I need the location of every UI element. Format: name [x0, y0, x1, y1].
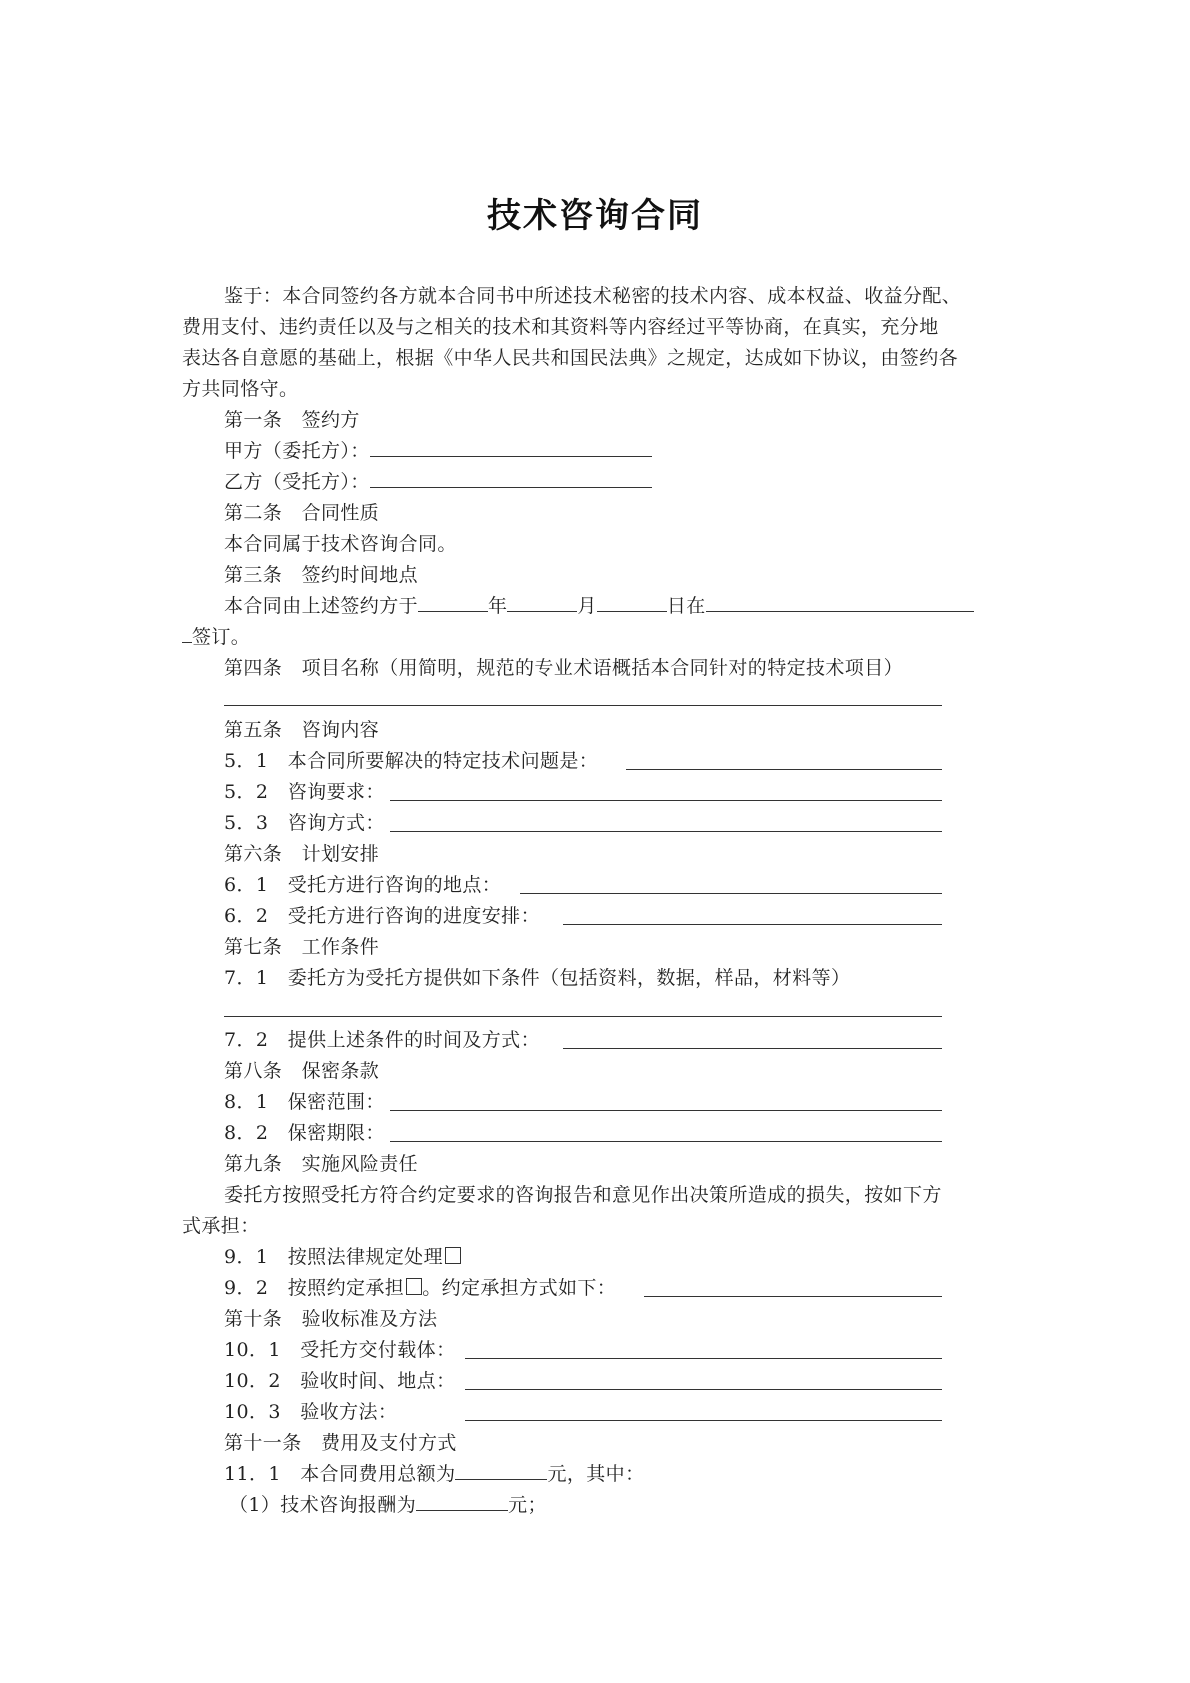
party-a-label: 甲方（委托方）： — [224, 440, 370, 462]
item-7-1: 7．1 委托方为受托方提供如下条件（包括资料，数据，样品，材料等） — [224, 967, 851, 989]
item-5-1 — [224, 749, 942, 773]
day-label: 日在 — [666, 595, 706, 617]
item-7-2-label: 7．2 提供上述条件的时间及方式： — [224, 1029, 540, 1051]
article-4-heading: 第四条 项目名称（用简明，规范的专业术语概括本合同针对的特定技术项目） — [224, 657, 904, 679]
item-5-1-blank[interactable] — [626, 769, 942, 770]
party-a-line — [224, 439, 652, 463]
item-7-1-blank[interactable] — [224, 1016, 942, 1017]
item-10-2 — [224, 1369, 942, 1393]
item-7-2-blank[interactable] — [563, 1048, 942, 1049]
article-2-body: 本合同属于技术咨询合同。 — [224, 533, 457, 555]
item-6-2-label: 6．2 受托方进行咨询的进度安排： — [224, 905, 540, 927]
checkbox-9-1[interactable] — [445, 1247, 461, 1264]
article-9-heading: 第九条 实施风险责任 — [224, 1153, 419, 1175]
party-b-blank[interactable] — [370, 470, 652, 488]
item-8-2 — [224, 1121, 942, 1145]
article-9-body-1: 委托方按照受托方符合约定要求的咨询报告和意见作出决策所造成的损失，按如下方 — [224, 1184, 942, 1206]
article-3-sign-line — [182, 625, 250, 649]
item-10-1 — [224, 1338, 942, 1362]
item-9-1 — [224, 1245, 461, 1269]
intro-line-1: 鉴于：本合同签约各方就本合同书中所述技术秘密的技术内容、成本权益、收益分配、 — [224, 285, 962, 307]
project-name-blank[interactable] — [224, 705, 942, 706]
item-11-1 — [224, 1462, 644, 1486]
item-10-3-blank[interactable] — [465, 1420, 942, 1421]
article-7-heading: 第七条 工作条件 — [224, 936, 380, 958]
item-10-2-label: 10．2 验收时间、地点： — [224, 1370, 456, 1392]
intro-line-2: 费用支付、违约责任以及与之相关的技术和其资料等内容经过平等协商，在真实，充分地 — [182, 316, 939, 338]
article-10-heading: 第十条 验收标准及方法 — [224, 1308, 438, 1330]
article-3-heading: 第三条 签约时间地点 — [224, 564, 419, 586]
item-8-2-label: 8．2 保密期限： — [224, 1122, 385, 1144]
consulting-fee-unit: 元； — [508, 1494, 547, 1516]
party-a-blank[interactable] — [370, 439, 652, 457]
party-b-line — [224, 470, 652, 494]
item-11-1-sub-1 — [229, 1493, 547, 1517]
item-8-2-blank[interactable] — [390, 1141, 942, 1142]
month-label: 月 — [577, 595, 597, 617]
item-10-2-blank[interactable] — [465, 1389, 942, 1390]
item-5-3-blank[interactable] — [390, 831, 942, 832]
item-5-2-blank[interactable] — [390, 800, 942, 801]
item-6-1-blank[interactable] — [520, 893, 942, 894]
item-5-1-label: 5．1 本合同所要解决的特定技术问题是： — [224, 750, 599, 772]
checkbox-9-2[interactable] — [406, 1278, 422, 1295]
article-11-heading: 第十一条 费用及支付方式 — [224, 1432, 457, 1454]
party-b-label: 乙方（受托方）： — [224, 471, 370, 493]
item-7-2 — [224, 1028, 942, 1052]
item-9-2-label-tail: 。约定承担方式如下： — [422, 1277, 617, 1299]
total-fee-blank[interactable] — [455, 1462, 547, 1480]
article-5-heading: 第五条 咨询内容 — [224, 719, 380, 741]
item-9-2-blank[interactable] — [644, 1296, 942, 1297]
place-blank-continued[interactable] — [182, 625, 192, 643]
intro-line-4: 方共同恪守。 — [182, 378, 299, 400]
article-2-heading: 第二条 合同性质 — [224, 502, 380, 524]
document-title: 技术咨询合同 — [487, 196, 703, 236]
item-8-1 — [224, 1090, 942, 1114]
item-10-3-label: 10．3 验收方法： — [224, 1401, 398, 1423]
item-6-1-label: 6．1 受托方进行咨询的地点： — [224, 874, 502, 896]
item-11-1-unit: 元，其中： — [547, 1463, 645, 1485]
signed-label: 签订。 — [192, 626, 251, 648]
date-prefix: 本合同由上述签约方于 — [224, 595, 419, 617]
year-blank[interactable] — [418, 594, 488, 612]
article-3-date-line — [224, 594, 974, 618]
consulting-fee-blank[interactable] — [416, 1493, 508, 1511]
item-6-2 — [224, 904, 942, 928]
item-8-1-label: 8．1 保密范围： — [224, 1091, 385, 1113]
item-9-1-label: 9．1 按照法律规定处理 — [224, 1246, 443, 1268]
article-1-heading: 第一条 签约方 — [224, 409, 360, 431]
item-5-2-label: 5．2 咨询要求： — [224, 781, 385, 803]
year-label: 年 — [488, 595, 508, 617]
article-9-body-2: 式承担： — [182, 1215, 260, 1237]
intro-line-3: 表达各自意愿的基础上，根据《中华人民共和国民法典》之规定，达成如下协议，由签约各 — [182, 347, 959, 369]
item-8-1-blank[interactable] — [390, 1110, 942, 1111]
day-blank[interactable] — [597, 594, 667, 612]
item-5-3-label: 5．3 咨询方式： — [224, 812, 385, 834]
item-5-3 — [224, 811, 942, 835]
item-10-1-blank[interactable] — [465, 1358, 942, 1359]
article-8-heading: 第八条 保密条款 — [224, 1060, 380, 1082]
item-10-3 — [224, 1400, 942, 1424]
item-6-1 — [224, 873, 942, 897]
place-blank[interactable] — [706, 594, 974, 612]
item-5-2 — [224, 780, 942, 804]
article-6-heading: 第六条 计划安排 — [224, 843, 380, 865]
item-9-2 — [224, 1276, 942, 1300]
item-11-1-label: 11．1 本合同费用总额为 — [224, 1463, 456, 1485]
item-6-2-blank[interactable] — [563, 924, 942, 925]
month-blank[interactable] — [507, 594, 577, 612]
item-9-2-label: 9．2 按照约定承担 — [224, 1277, 405, 1299]
item-10-1-label: 10．1 受托方交付载体： — [224, 1339, 456, 1361]
consulting-fee-label: （1）技术咨询报酬为 — [229, 1494, 417, 1516]
